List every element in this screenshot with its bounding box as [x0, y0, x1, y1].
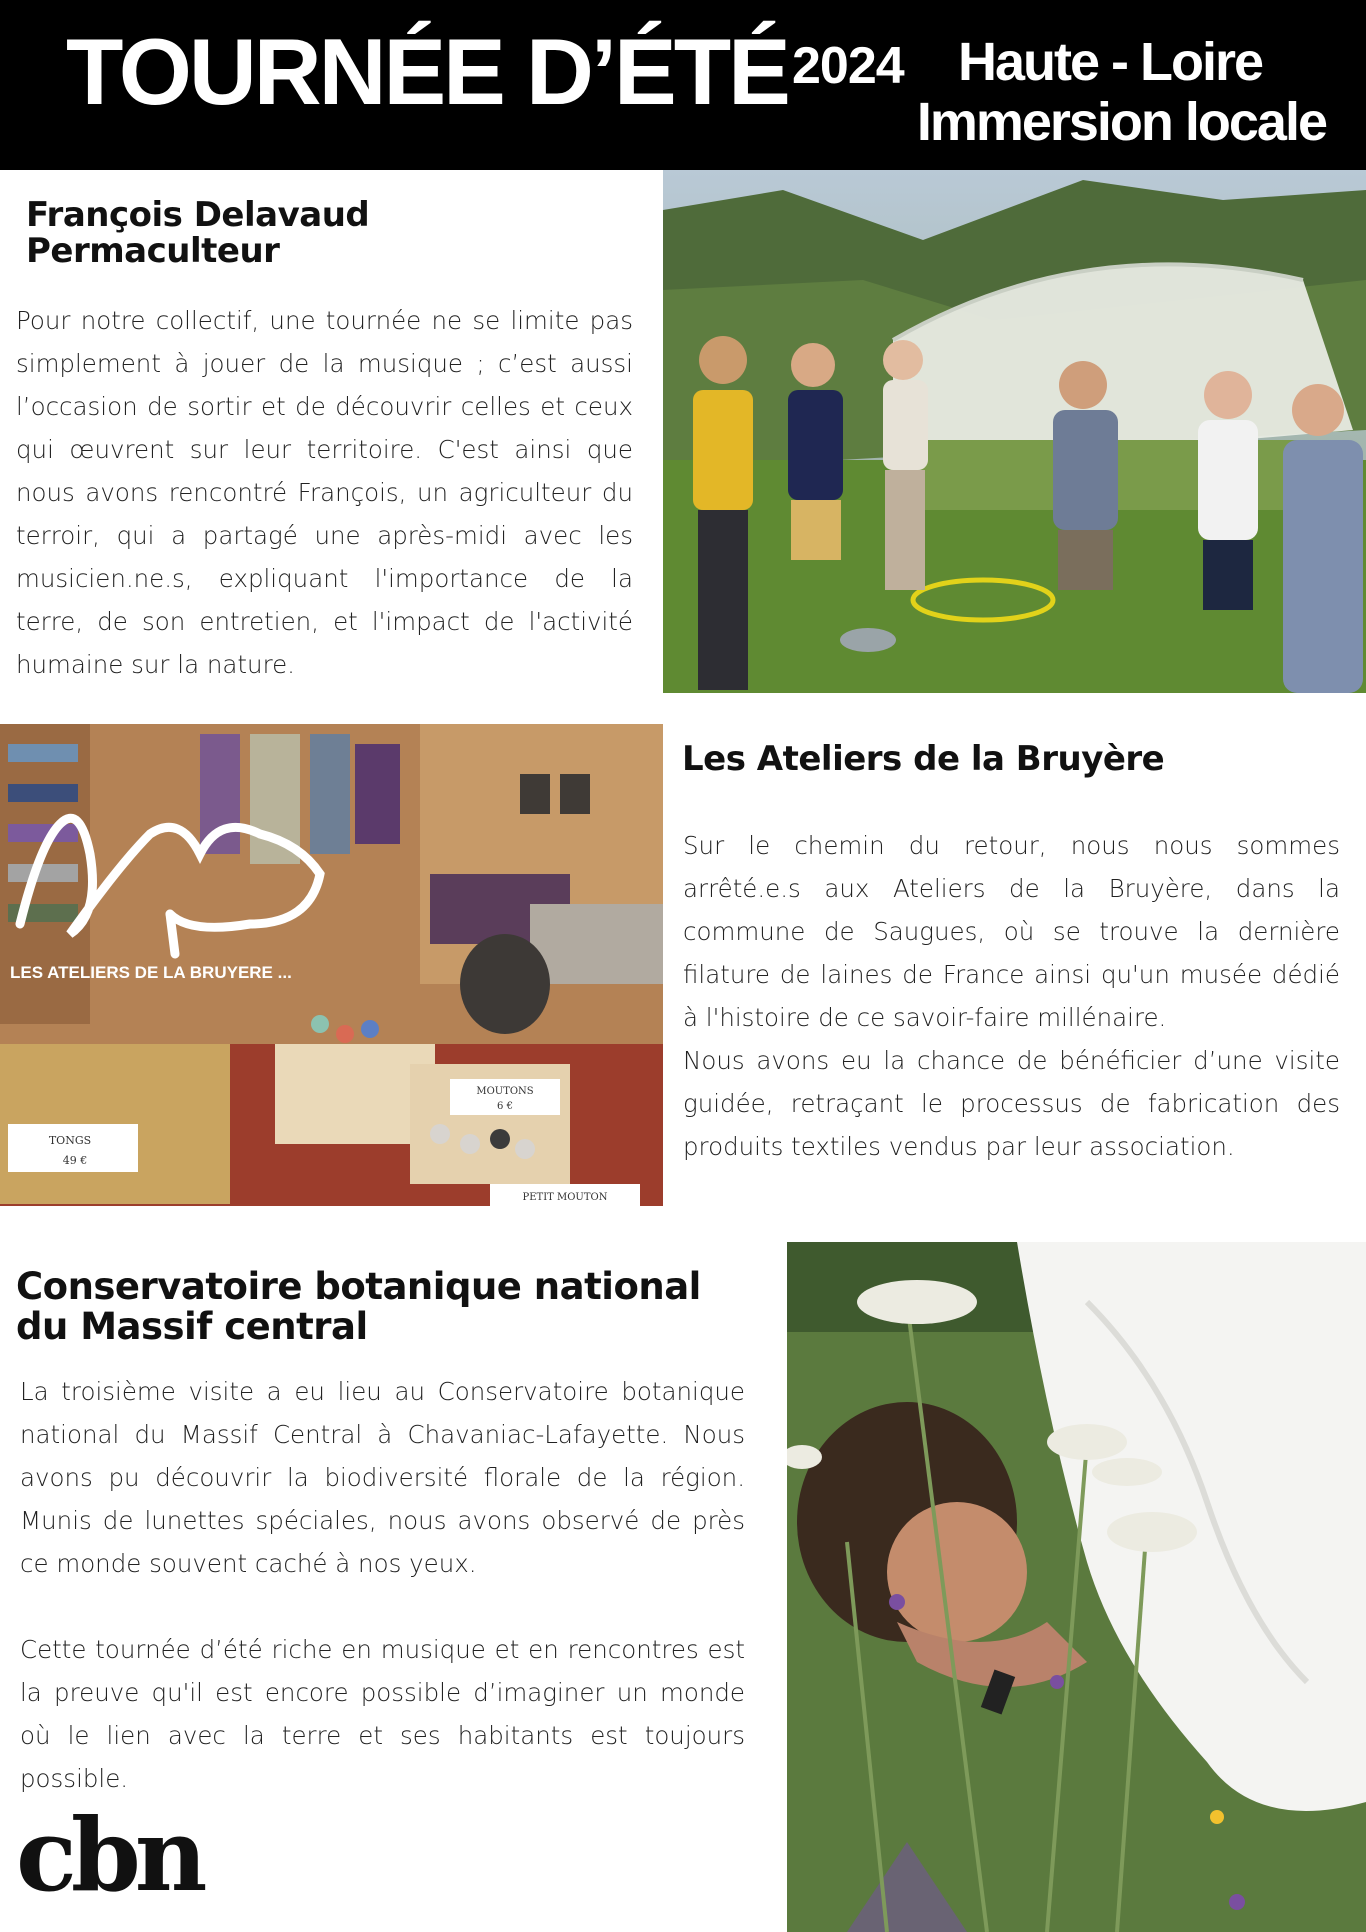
section3-title-line1: Conservatoire botanique national [16, 1265, 701, 1308]
section3-text [20, 1370, 745, 1800]
section1-paragraph: Pour notre collectif, une tournée ne se limite pas simplement à jouer de la musique ; c’est aussi l’occasion de sortir et de découvrir celles et ceux qui œuvrent sur leur territoire. C'est ainsi que nous avons rencontré François, un agriculteur du terroir, qui a partagé une après-midi avec les musicien.ne.s, expliquant l'importance de la terre, de son entretien, et l'impact de l'activité humaine sur la nature. [16, 306, 633, 679]
header-subtitle: Immersion locale [916, 92, 1326, 152]
page-header [0, 0, 1366, 170]
section2-paragraph-1: Sur le chemin du retour, nous nous sommes arrêté.e.s aux Ateliers de la Bruyère, dans la commune de Saugues, où se trouve la dernière filature de laines de France ainsi qu'un musée dédié à l'histoire de ce savoir-faire millénaire. [683, 831, 1340, 1032]
section1-name: François Delavaud [26, 195, 370, 235]
moutons-label: MOUTONS [476, 1086, 534, 1097]
section3-paragraph-2: Cette tournée d’été riche en musique et en rencontres est la preuve qu'il est encore possible d’imaginer un monde où le lien avec la terre et ses habitants est toujours possible. [20, 1635, 745, 1793]
section2-text [683, 824, 1340, 1168]
section3-paragraph-1: La troisième visite a eu lieu au Conservatoire botanique national du Massif Central à Chavaniac-Lafayette. Nous avons pu découvrir la biodiversité florale de la région. Munis de lunettes spéciales, nous avons observé de près ce monde souvent caché à nos yeux. [20, 1377, 745, 1578]
petit-mouton-label: PETIT MOUTON [522, 1192, 608, 1203]
cbn-logo-text: cbn [16, 1796, 202, 1910]
section2-paragraph-2: Nous avons eu la chance de bénéficier d’une visite guidée, retraçant le processus de fabrication des produits textiles vendus par leur association. [683, 1046, 1340, 1161]
section3-title-line2: du Massif central [16, 1305, 368, 1348]
flower-observation-photo [787, 1242, 1366, 1932]
greenhouse-group-photo [663, 170, 1366, 693]
page-title: TOURNÉE D’ÉTÉ [66, 19, 788, 124]
header-region: Haute - Loire [958, 32, 1263, 92]
header-year: 2024 [792, 37, 904, 95]
section1-role: Permaculteur [26, 231, 280, 271]
tongs-price: 49 € [62, 1154, 88, 1167]
cbn-logo [16, 1790, 256, 1910]
ateliers-shop-photo [0, 724, 663, 1206]
section2-title: Les Ateliers de la Bruyère [682, 739, 1165, 779]
moutons-price: 6 € [497, 1101, 513, 1112]
ateliers-logo-text: LES ATELIERS DE LA BRUYERE ... [10, 963, 292, 982]
section1-text [16, 299, 633, 686]
tongs-label: TONGS [48, 1134, 92, 1147]
